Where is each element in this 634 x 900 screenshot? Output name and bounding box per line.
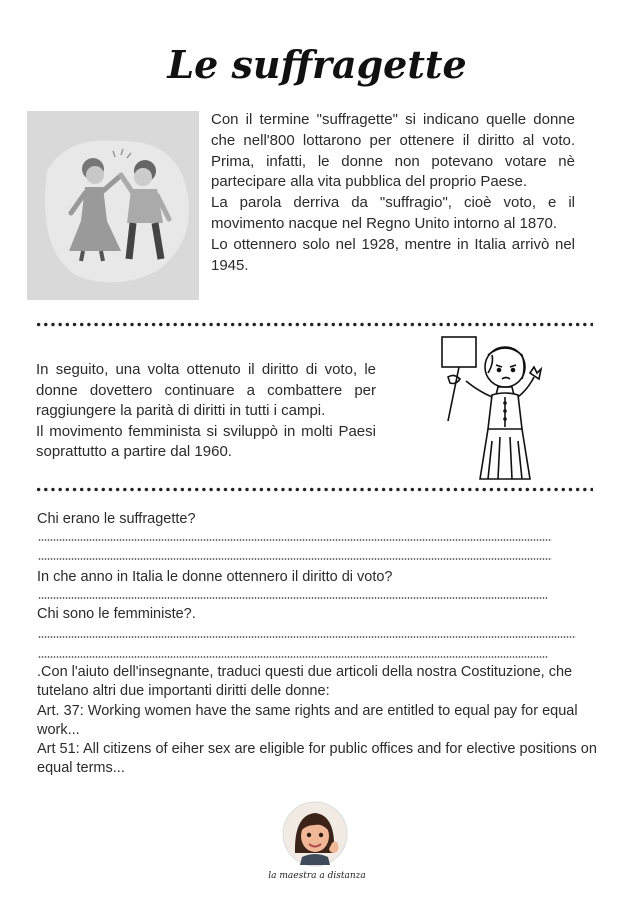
dotted-divider [35, 487, 593, 492]
middle-text [36, 360, 376, 463]
middle-paragraph: Il movimento femminista si sviluppò in molti Paesi soprattutto a partire dal 1960. [36, 422, 376, 461]
question-2: In che anno in Italia le donne ottennero il diritto di voto? [37, 569, 393, 585]
translation-exercise [37, 663, 597, 779]
answer-line [38, 557, 552, 561]
answer-line [38, 655, 548, 659]
answer-line [38, 596, 548, 600]
dotted-divider [35, 322, 593, 327]
exercise-instruction: .Con l'aiuto dell'insegnante, traduci questi due articoli della nostra Costituzione, che tutelano altri due importanti diritti delle donne: [37, 664, 573, 700]
question-1: Chi erano le suffragette? [37, 511, 196, 527]
question-3: Chi sono le femministe?. [37, 606, 196, 622]
intro-text [211, 110, 575, 276]
page-title: Le suffragette [167, 42, 467, 87]
article-37: Art. 37: Working women have the same rights and are entitled to equal pay for equal work... [37, 702, 578, 738]
middle-paragraph: In seguito, una volta ottenuto il diritto di voto, le donne dovettero continuare a combattere per raggiungere la parità di diritti in tutti i campi. [36, 361, 376, 420]
intro-paragraph: Lo ottennero solo nel 1928, mentre in Italia arrivò nel 1945. [211, 235, 575, 274]
answer-line [38, 538, 552, 542]
women-high-five-illustration [27, 111, 199, 300]
answer-line [38, 635, 576, 639]
suffragette-illustration [430, 333, 555, 483]
signature: la maestra a distanza [268, 871, 366, 881]
intro-paragraph: La parola derriva da "suffragio", cioè voto, e il movimento nacque nel Regno Unito intorno al 1870. [211, 194, 575, 232]
intro-paragraph: Con il termine "suffragette" si indicano quelle donne che nell'800 lottarono per ottenere il diritto al voto. Prima, infatti, le donne non potevano votare nè partecipare alla vita pubblica del proprio Paese. [211, 111, 575, 191]
article-51: Art 51: All citizens of eiher sex are eligible for public offices and for elective positions on equal terms... [37, 741, 597, 777]
teacher-avatar [282, 801, 348, 867]
